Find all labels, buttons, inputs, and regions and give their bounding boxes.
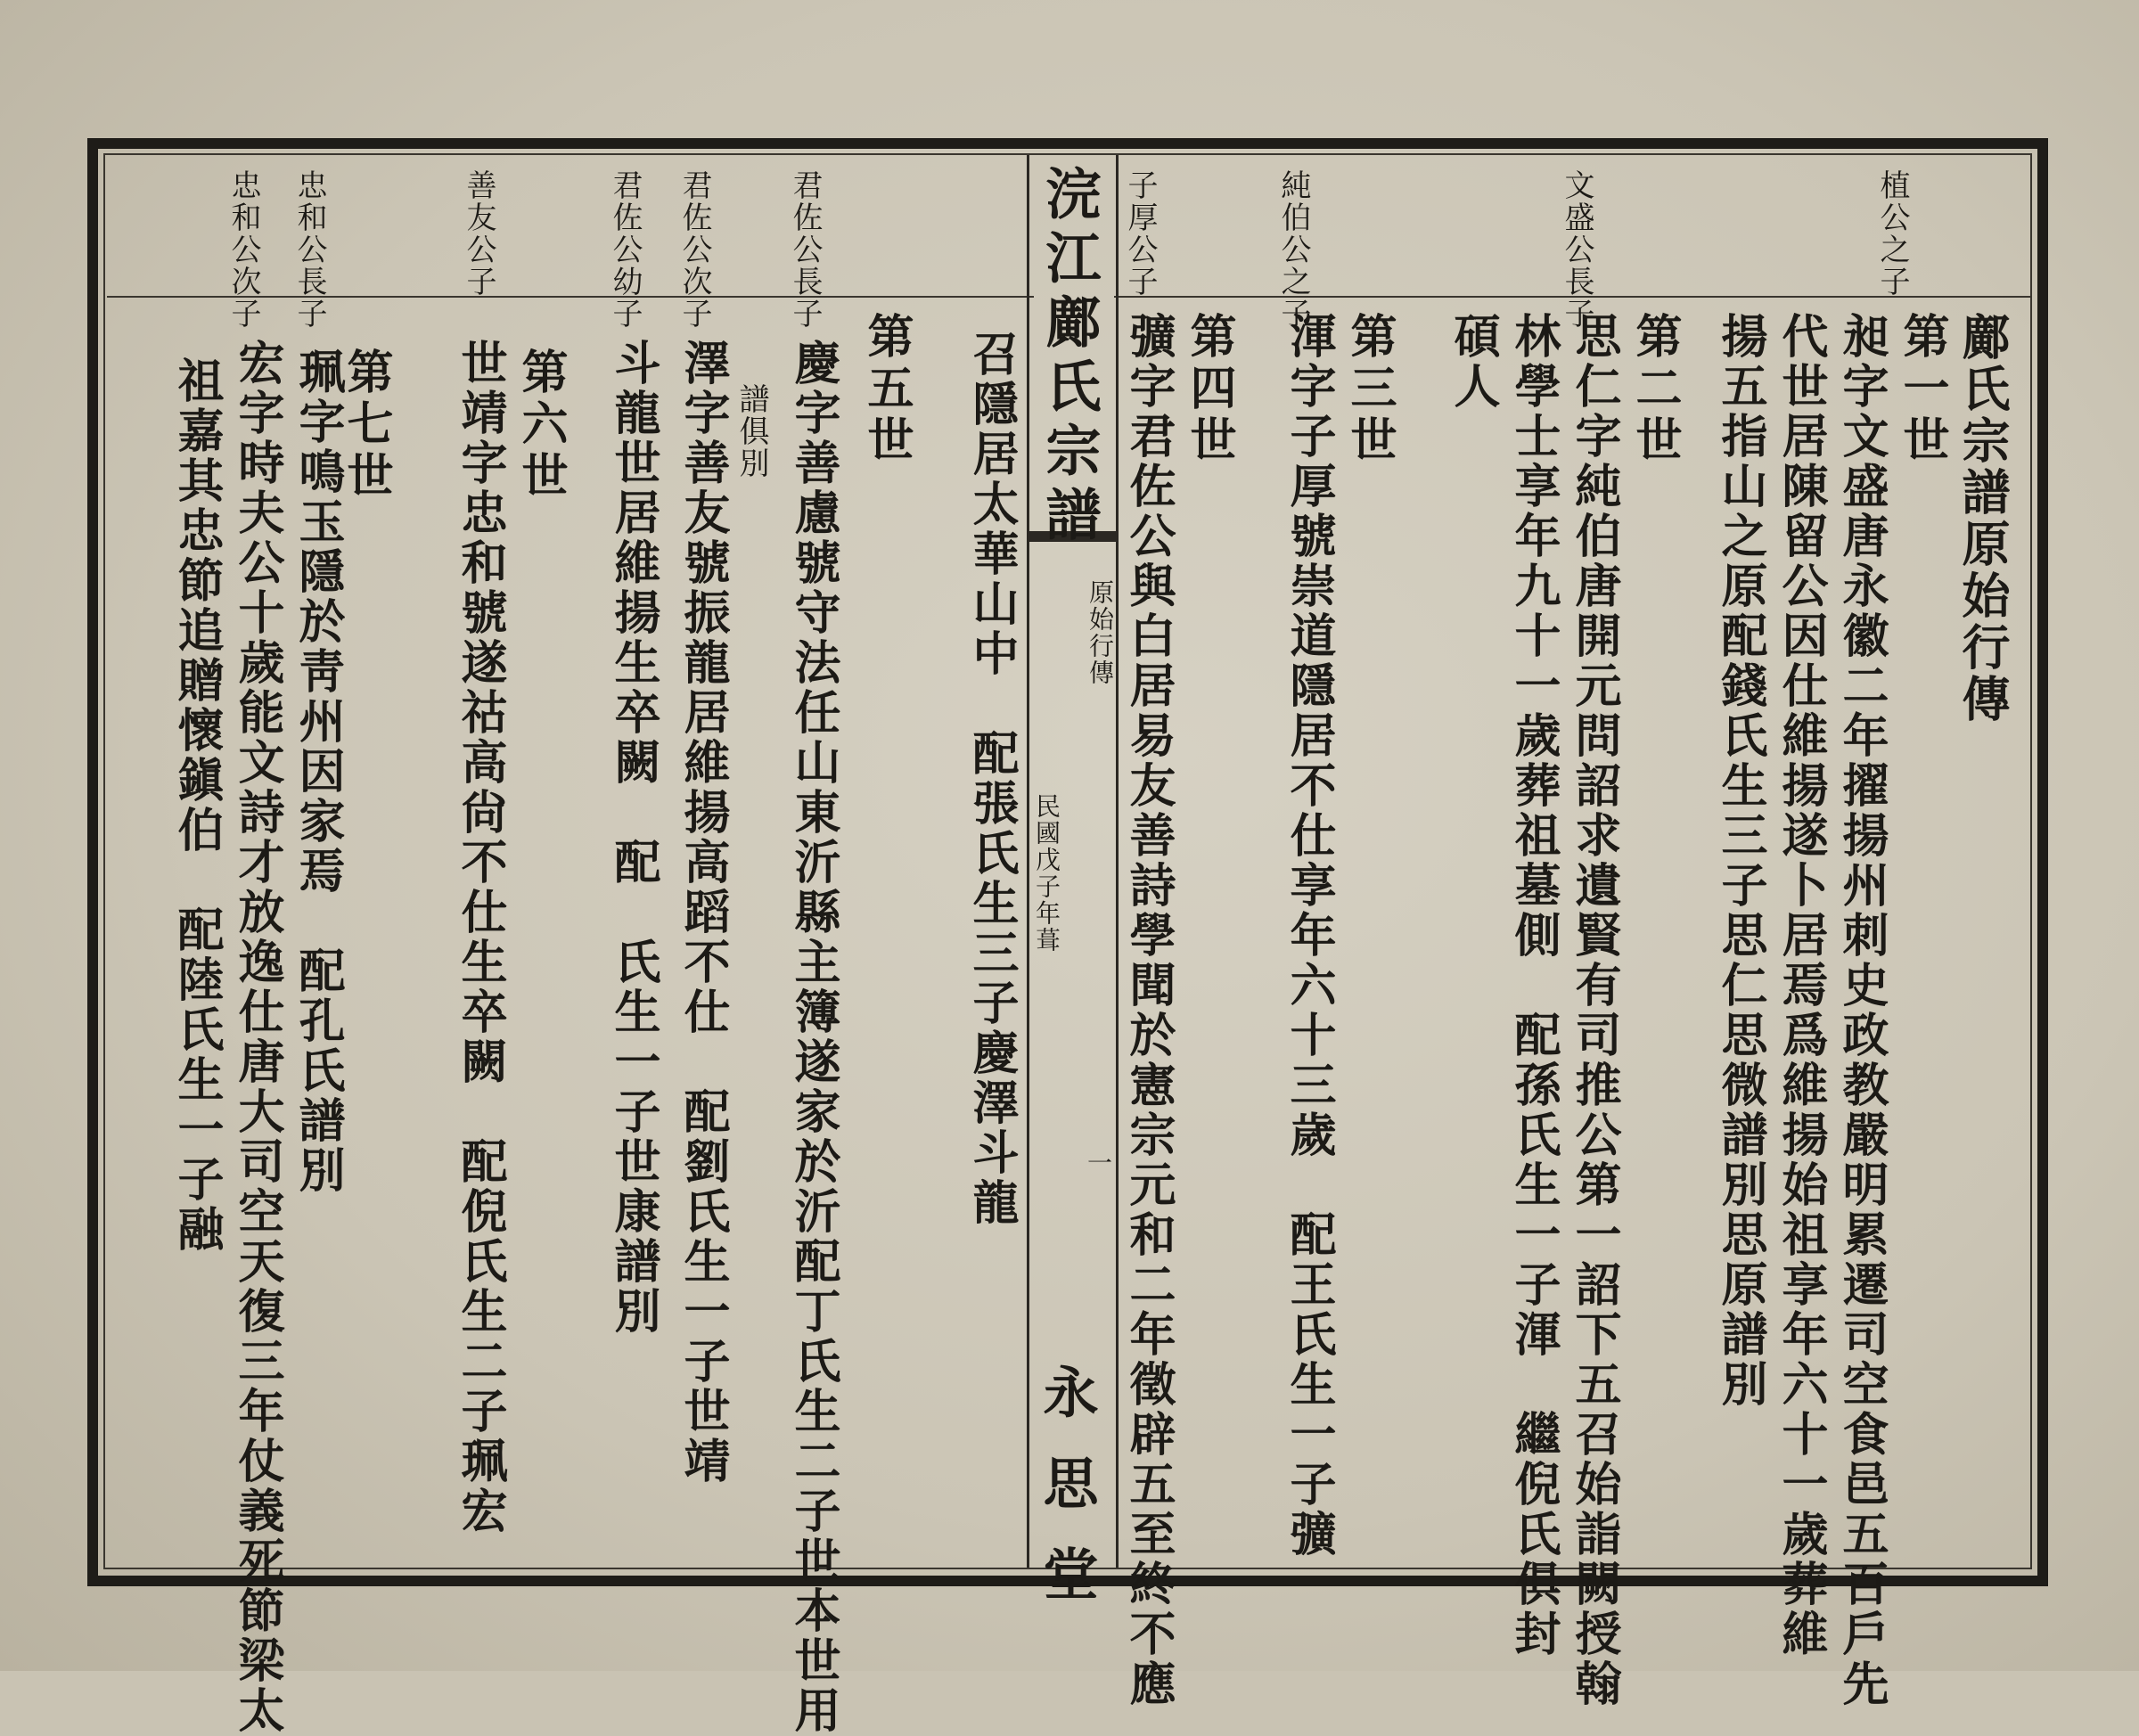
spine-title: 浣江鄺氏宗譜 xyxy=(1037,165,1102,550)
left-header-1: 君佐公長子 xyxy=(787,169,823,330)
text-column: 揚五指山之原配錢氏生三子思仁思微譜別思原譜別 xyxy=(1713,312,1767,1410)
text-note: 譜俱別 xyxy=(733,383,769,479)
text-column: 碩人 xyxy=(1446,312,1500,412)
text-column: 昶字文盛唐永徽二年擢揚州刺史政教嚴明累遷司空食邑五百戶先 xyxy=(1834,312,1889,1709)
left-header-3: 君佐公幼子 xyxy=(607,169,643,330)
text-column: 澤字善友號振龍居維揚高蹈不仕 配劉氏生一子世靖 xyxy=(676,339,730,1486)
left-header-2: 君佐公次子 xyxy=(676,169,712,330)
text-column: 思仁字純伯唐開元問詔求遺賢有司推公第一詔下五召始詣闕授翰 xyxy=(1567,312,1621,1709)
left-header-6: 忠和公次子 xyxy=(225,169,261,330)
left-header-4: 善友公子 xyxy=(461,169,496,298)
generation-heading-2: 第二世 xyxy=(1627,312,1682,467)
right-header-4: 子厚公子 xyxy=(1122,169,1158,298)
text-column: 斗龍世居維揚生卒闕 配 氏生一子世康譜別 xyxy=(606,339,660,1337)
text-column: 召隱居太華山中 配張氏生三子慶澤斗龍 xyxy=(964,330,1019,1228)
right-header-3: 純伯公之子 xyxy=(1275,169,1311,330)
spine-hall-name: 永思堂 xyxy=(1034,1363,1099,1636)
text-column: 祖嘉其忠節追贈懷鎭伯 配陸氏生一子融 xyxy=(169,356,224,1255)
left-header-5: 忠和公長子 xyxy=(291,169,327,330)
text-column: 慶字善慮號守法任山東沂縣主簿遂家於沂配丁氏生二子世本世用 xyxy=(786,339,840,1736)
generation-heading-6: 第六世 xyxy=(513,348,568,503)
generation-heading-5: 第五世 xyxy=(859,312,914,467)
generation-heading-1: 第一世 xyxy=(1895,312,1949,467)
document-title: 鄺氏宗譜原始行傳 xyxy=(1955,312,2012,725)
spine-page-number: 一 xyxy=(1084,1150,1113,1175)
text-column: 彍字君佐公與白居易友善詩學聞於憲宗元和二年徵辟五至終不應 xyxy=(1121,312,1176,1709)
text-column: 宏字時夫公十歲能文詩才放逸仕唐大司空天復三年仗義死節梁太 xyxy=(230,339,284,1736)
right-header-2: 文盛公長子 xyxy=(1559,169,1594,330)
spine-date: 民國戊子年葺 xyxy=(1032,793,1061,954)
generation-heading-7: 第七世 xyxy=(339,348,393,503)
text-column: 珮字鳴玉隱於靑州因家焉 配孔氏譜別 xyxy=(291,348,345,1196)
generation-heading-3: 第三世 xyxy=(1342,312,1397,467)
text-column: 代世居陳留公因仕維揚遂卜居焉爲維揚始祖享年六十一歲葬維 xyxy=(1774,312,1828,1659)
text-column: 世靖字忠和號遂祜高尙不仕生卒闕 配倪氏生二子珮宏 xyxy=(453,339,507,1536)
right-header-1: 植公之子 xyxy=(1874,169,1910,298)
spine-right-rule xyxy=(1116,155,1119,1568)
text-column: 渾字子厚號崇道隱居不仕享年六十三歲 配王氏生一子彍 xyxy=(1282,312,1336,1560)
spine-section: 原始行傳 xyxy=(1086,579,1115,686)
spine-left-rule xyxy=(1027,155,1029,1568)
generation-heading-4: 第四世 xyxy=(1182,312,1236,467)
text-column: 林學士享年九十一歲葬祖墓側 配孫氏生一子渾 繼倪氏俱封 xyxy=(1506,312,1561,1659)
